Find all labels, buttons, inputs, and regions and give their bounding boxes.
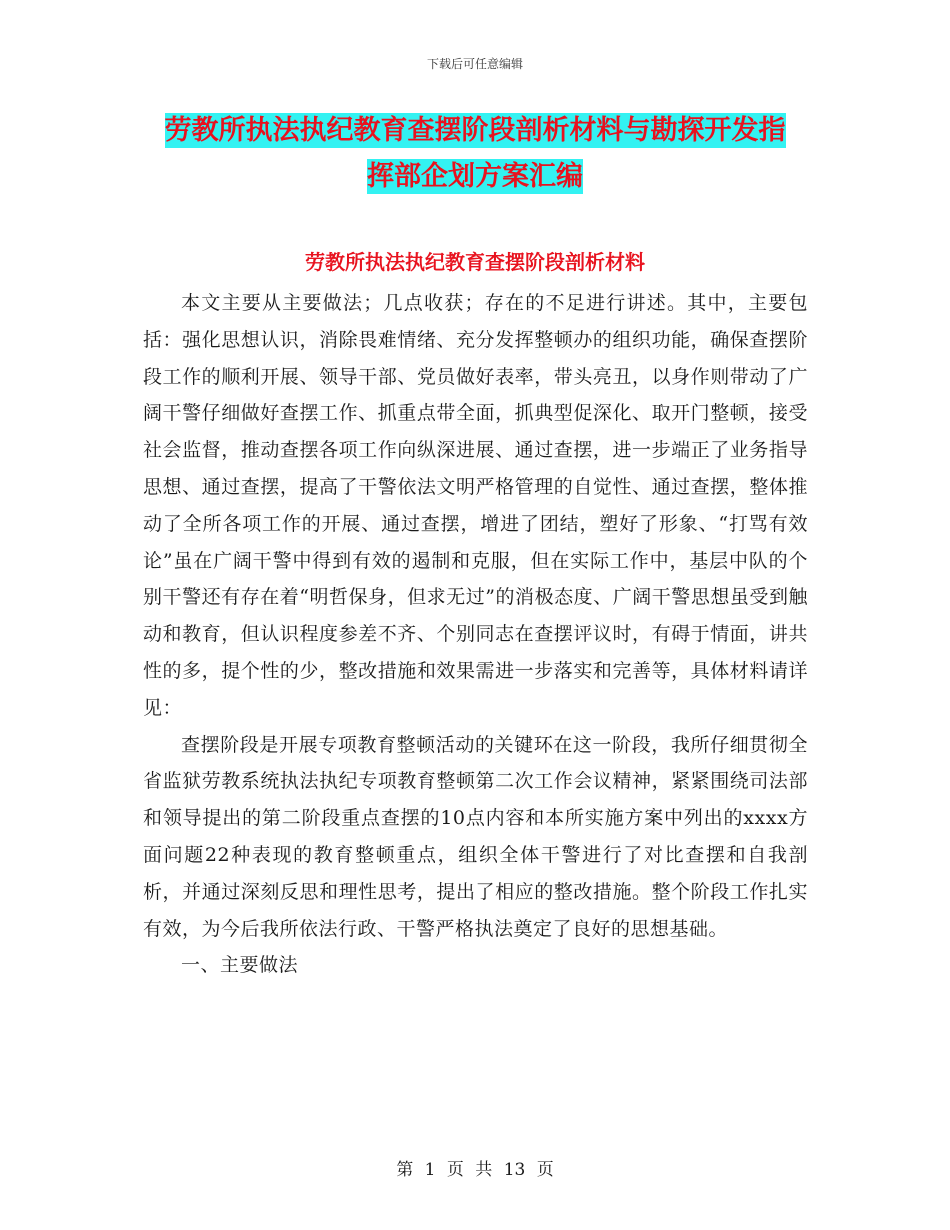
paragraph: 本文主要从主要做法；几点收获；存在的不足进行讲述。其中，主要包括：强化思想认识，消除畏难情绪、充分发挥整顿办的组织功能，确保查摆阶段工作的顺利开展、领导干部、党员做好表率，带头亮丑，以身作则带动了广阔干警仔细做好查摆工作、抓重点带全面，抓典型促深化、取开门整顿，接受社会监督，推动查摆各项工作向纵深进展、通过查摆，进一步端正了业务指导思想、通过查摆，提高了干警依法文明严格管理的自觉性、通过查摆，整体推动了全所各项工作的开展、通过查摆，增进了团结，塑好了形象、“打骂有效论”虽在广阔干警中得到有效的遏制和克服，但在实际工作中，基层中队的个别干警还有存在着“明哲保身，但求无过”的消极态度、广阔干警思想虽受到触动和教育，但认识程度参差不齐、个别同志在查摆评议时，有碍于情面，讲共性的多，提个性的少，整改措施和效果需进一步落实和完善等，具体材料请详见： [143, 292, 808, 719]
paragraph-heading: 一、主要做法 [181, 954, 299, 977]
paragraph: 查摆阶段是开展专项教育整顿活动的关键环在这一阶段，我所仔细贯彻全省监狱劳教系统执法执纪专项教育整顿第二次工作会议精神，紧紧围绕司法部和领导提出的第二阶段重点查摆的10点内容和本所实施方案中列出的xxxx方面问题22种表现的教育整顿重点，组织全体干警进行了对比查摆和自我剖析，并通过深刻反思和理性思考，提出了相应的整改措施。整个阶段工作扎实有效，为今后我所依法行政、干警严格执法奠定了良好的思想基础。 [143, 733, 808, 940]
page-number: 第 1 页 共 13 页 [396, 1160, 554, 1180]
header-note: 下载后可任意编辑 [426, 57, 523, 71]
document-title [140, 108, 810, 200]
document-title-line-1: 劳教所执法执纪教育查摆阶段剖析材料与勘探开发指 [164, 115, 786, 146]
body-text [143, 285, 808, 984]
section-title: 劳教所执法执纪教育查摆阶段剖析材料 [305, 250, 645, 274]
document-title-line-2: 挥部企划方案汇编 [367, 161, 583, 192]
